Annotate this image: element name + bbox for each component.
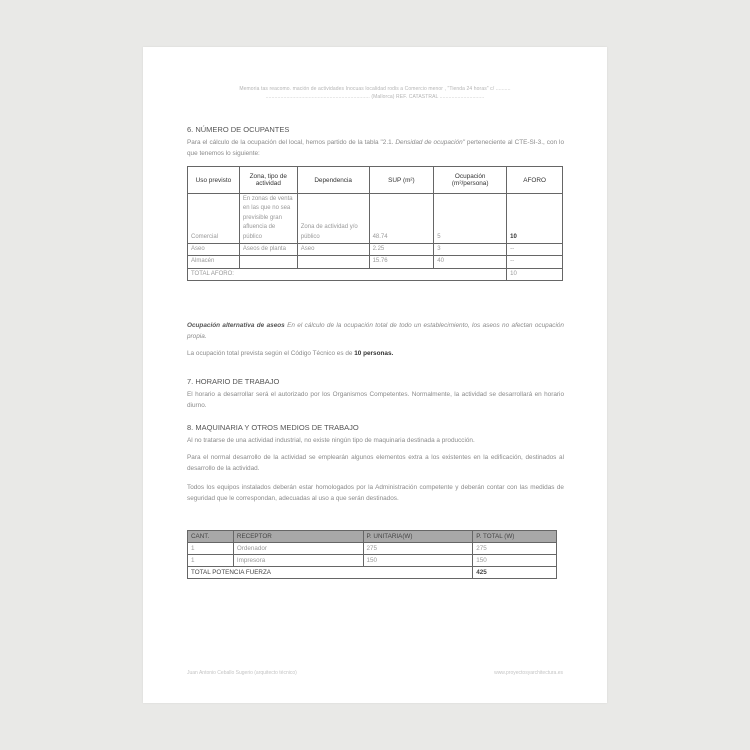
column-header: RECEPTOR <box>233 531 363 543</box>
column-header: Ocupación (m²/persona) <box>434 167 507 194</box>
table-cell: -- <box>507 256 563 268</box>
section-7-title: 7. HORARIO DE TRABAJO <box>187 377 280 386</box>
table-row <box>188 256 563 268</box>
total-occupancy-text: La ocupación total prevista según el Código Técnico es de <box>187 350 353 357</box>
table-cell: Impresora <box>233 555 363 567</box>
document-page <box>143 47 607 703</box>
column-header: Uso previsto <box>188 167 240 194</box>
table-cell: 1 <box>188 555 234 567</box>
footer-website: www.proyectosyarchitectura.es <box>494 670 563 676</box>
table-cell: Ordenador <box>233 543 363 555</box>
column-header: P. UNITARIA(W) <box>363 531 473 543</box>
column-header: CANT. <box>188 531 234 543</box>
table-cell: En zonas de venta en las que no sea previsible gran afluencia de público <box>239 194 297 244</box>
table-cell: Zona de actividad y/o público <box>297 194 369 244</box>
footer-author: Juan Antonio Ceballo Sugerio (arquitecto técnico) <box>187 670 297 676</box>
intro-text: Para el cálculo de la ocupación del local, hemos partido de la tabla "2.1. <box>187 139 394 146</box>
table-cell <box>297 256 369 268</box>
intro-text-end: perteneciente al CTE-SI-3., con lo que tenemos lo siguiente: <box>187 139 565 157</box>
table-cell: Almacén <box>188 256 240 268</box>
table-cell: Aseo <box>188 244 240 256</box>
section-8-paragraph-3: Todos los equipos instalados deberán estar homologados por la Administración competente y deberán contar con las medidas de seguridad que le correspondan, adecuadas al uso a que serán destinados. <box>187 484 564 502</box>
table-header-row <box>188 167 563 194</box>
table-cell: 48.74 <box>369 194 434 244</box>
section-6-intro <box>187 138 564 159</box>
section-8-title: 8. MAQUINARIA Y OTROS MEDIOS DE TRABAJO <box>187 423 359 432</box>
table-cell: Aseos de planta <box>239 244 297 256</box>
table-row <box>188 555 557 567</box>
total-label: TOTAL POTENCIA FUERZA <box>188 567 473 579</box>
table-row <box>188 244 563 256</box>
intro-italic: Densidad de ocupación" <box>395 139 465 146</box>
table-cell <box>239 256 297 268</box>
column-header: P. TOTAL (W) <box>473 531 557 543</box>
column-header: Zona, tipo de actividad <box>239 167 297 194</box>
table-cell: 40 <box>434 256 507 268</box>
total-value: 425 <box>473 567 557 579</box>
section-8-paragraph-2: Para el normal desarrollo de la actividad se emplearán algunos elementos extra a los existentes en la edificación, destinados al desarrollo de la actividad. <box>187 454 564 472</box>
total-label: TOTAL AFORO: <box>188 268 507 280</box>
table-cell: 3 <box>434 244 507 256</box>
alternative-occupancy-note <box>187 321 564 342</box>
section-6-title: 6. NÚMERO DE OCUPANTES <box>187 125 290 134</box>
occupancy-table <box>187 166 563 281</box>
table-cell: 15.76 <box>369 256 434 268</box>
running-header-line-2: ...................................................................... (Mallorca) REF. CATASTRAL .............................. <box>265 94 485 100</box>
running-header-line-1: Memoria tas reacomo. mación de actividades Inocuas localidad rodis a Comercio menor , "Tienda 24 horas" c/ .......... <box>239 86 511 92</box>
table-cell: 150 <box>363 555 473 567</box>
total-occupancy-line <box>187 349 564 360</box>
machinery-table <box>187 530 557 579</box>
column-header: SUP (m²) <box>369 167 434 194</box>
alt-occupancy-text: En el cálculo de la ocupación total de todo un establecimiento, los aseos no afectan ocupación propia. <box>187 322 564 340</box>
alt-occupancy-heading: Ocupación alternativa de aseos <box>187 322 285 329</box>
table-cell: 275 <box>363 543 473 555</box>
total-occupancy-value: 10 personas. <box>354 350 394 357</box>
table-cell: 5 <box>434 194 507 244</box>
column-header: AFORO <box>507 167 563 194</box>
total-value: 10 <box>507 268 563 280</box>
table-cell: 275 <box>473 543 557 555</box>
table-row <box>188 543 557 555</box>
table-cell: 10 <box>507 194 563 244</box>
table-cell: Comercial <box>188 194 240 244</box>
section-8-paragraph-1: Al no tratarse de una actividad industrial, no existe ningún tipo de maquinaria destinada a producción. <box>187 437 475 444</box>
column-header: Dependencia <box>297 167 369 194</box>
table-cell: 1 <box>188 543 234 555</box>
section-7-text: El horario a desarrollar será el autorizado por los Organismos Competentes. Normalmente, la actividad se desarrollará en horario diurno. <box>187 391 564 409</box>
table-total-row <box>188 268 563 280</box>
table-cell: Aseo <box>297 244 369 256</box>
table-header-row <box>188 531 557 543</box>
table-cell: 2.25 <box>369 244 434 256</box>
table-cell: 150 <box>473 555 557 567</box>
table-row <box>188 194 563 244</box>
table-cell: -- <box>507 244 563 256</box>
table-total-row <box>188 567 557 579</box>
